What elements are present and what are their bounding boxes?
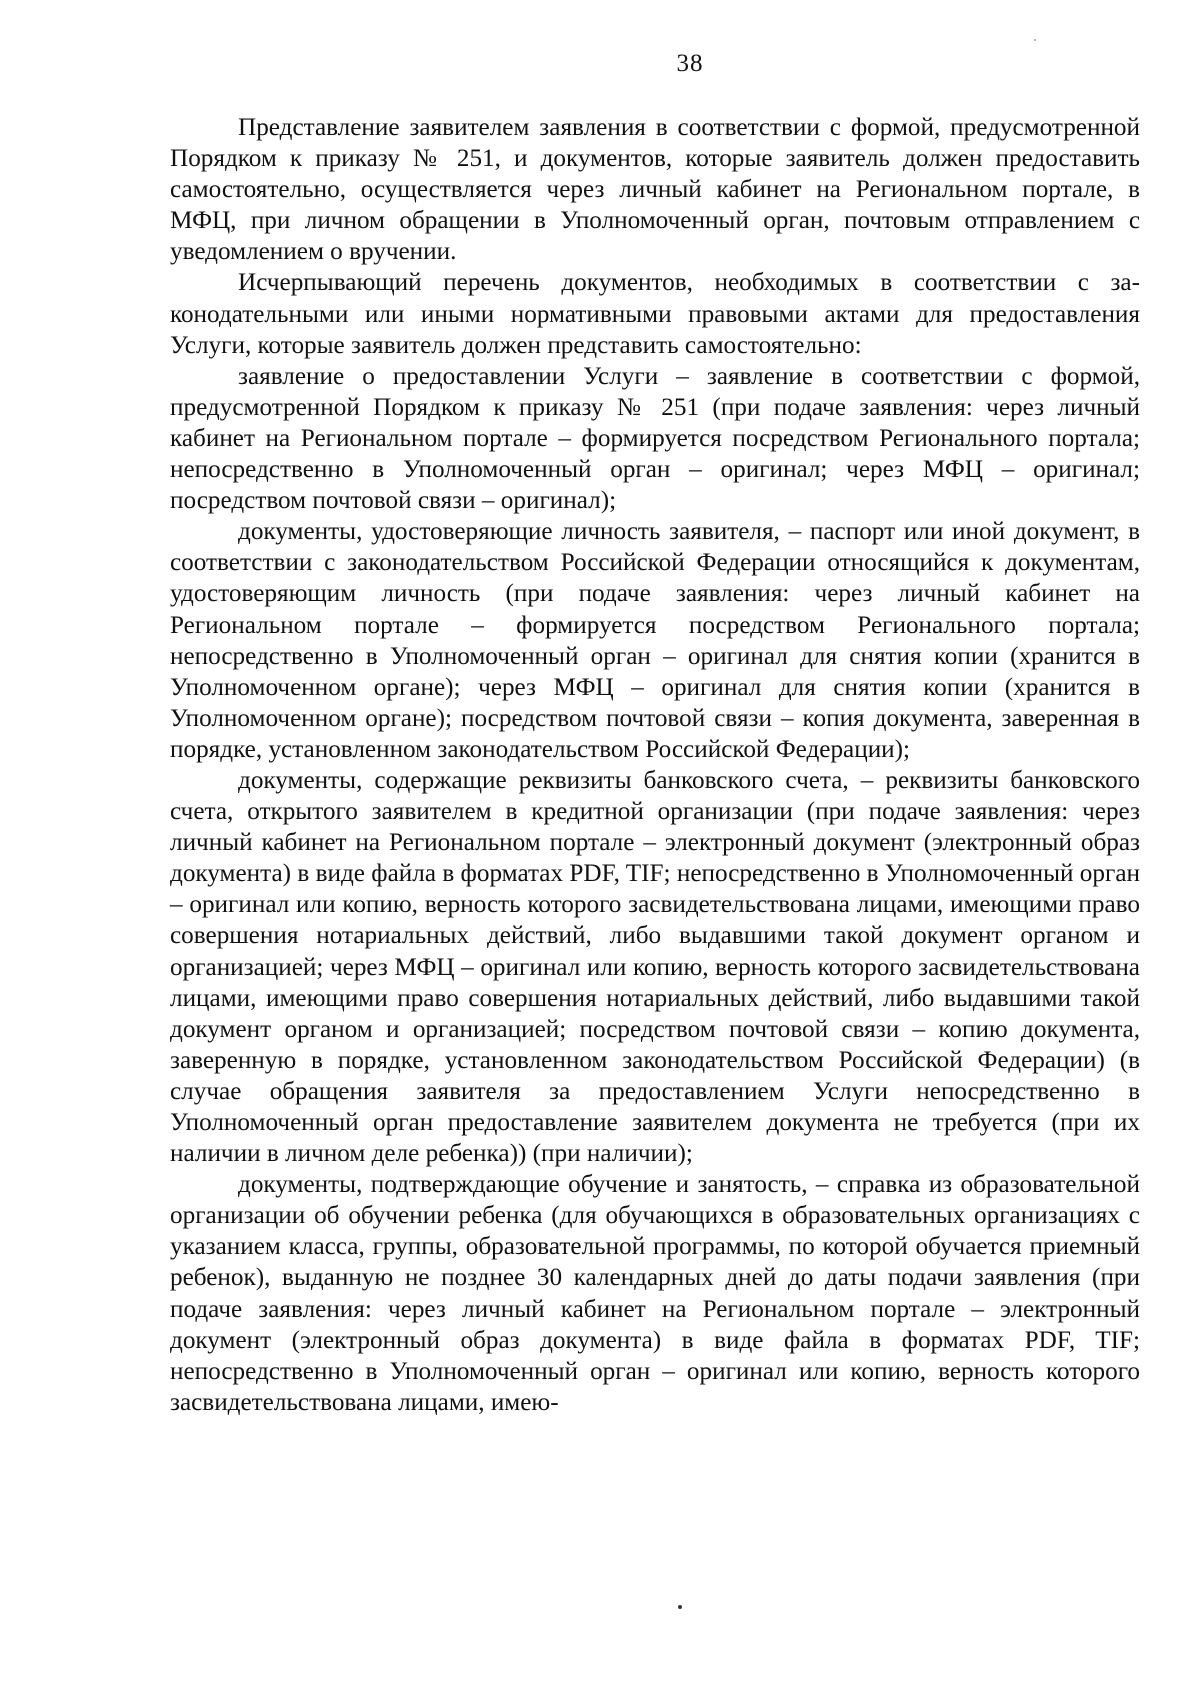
scan-artifact-dot — [678, 1605, 682, 1609]
page-number: 38 — [676, 50, 704, 77]
paragraph-document-list-intro: Исчерпывающий перечень документов, необходимых в соответствии с законодательными или иными нормативными правовыми актами для предоставления Услуги, которые заявитель должен представить самостоятельно: — [170, 269, 1140, 359]
body-text — [170, 112, 1140, 1418]
paragraph-submission-methods: Представление заявителем заявления в соответствии с формой, предусмотренной Порядком к приказу № 251, и документов, которые заявитель должен предоставить самостоятельно, осуществляется через личный кабинет на Региональном портале, в МФЦ, при личном обращении в Уполномоченный орган, почтовым отправлением с уведомлением о вручении. — [170, 114, 1140, 266]
scan-artifact-dot — [1034, 39, 1036, 41]
paragraph-education-documents: документы, подтверждающие обучение и занятость, – справка из образовательной организации об обучении ребенка (для обучающихся в образовательных организациях с указанием класса, группы, образовательной программы, по которой обучается приемный ребенок), выданную не позднее 30 календарных дней до даты подачи заявления (при подаче заявления: через личный кабинет на Региональном портале – электронный документ (электронный образ документа) в виде файла в форматах PDF, TIF; непосредственно в Уполномоченный орган – оригинал или копию, верность которого засвидетельствована лицами, имею- — [170, 1171, 1140, 1416]
paragraph-identity-documents: документы, удостоверяющие личность заявителя, – паспорт или иной документ, в соответствии с законодательством Российской Федерации относящийся к документам, удостоверяющим личность (при подаче заявления: через личный кабинет на Региональном портале – формируется посредством Регионального портала; непосредственно в Уполномоченный орган – оригинал для снятия копии (хранится в Уполномоченном органе); через МФЦ – оригинал для снятия копии (хранится в Уполномоченном органе); посредством почтовой связи – копия документа, заверенная в порядке, установленном законодательством Российской Федерации); — [170, 518, 1140, 763]
paragraph-bank-details: документы, содержащие реквизиты банковского счета, – реквизиты банковского счета, открытого заявителем в кредитной организации (при подаче заявления: через личный кабинет на Региональном портале – электронный документ (электронный образ документа) в виде файла в форматах PDF, TIF; непосредственно в Уполномоченный орган – оригинал или копию, верность которого засвидетельствована лицами, имеющими право совершения нотариальных действий, либо выдавшими такой документ органом и организацией; через МФЦ – оригинал или копию, верность которого засвидетельствована лицами, имеющими право совершения нотариальных действий, либо выдавшими такой документ органом и организацией; посредством почтовой связи – копию документа, заверенную в порядке, установленном законодательством Российской Федерации) (в случае обращения заявителя за предоставлением Услуги непосредственно в Уполномоченный орган предоставление заявителем документа не требуется (при их наличии в личном деле ребенка)) (при наличии); — [170, 766, 1140, 1168]
paragraph-application: заявление о предоставлении Услуги – заявление в соответствии с формой, предусмотренной Порядком к приказу № 251 (при подаче заявления: через личный кабинет на Региональном портале – формируется посредством Регионального портала; непосредственно в Уполномоченный орган – оригинал; через МФЦ – оригинал; посредством почтовой связи – оригинал); — [170, 362, 1140, 515]
